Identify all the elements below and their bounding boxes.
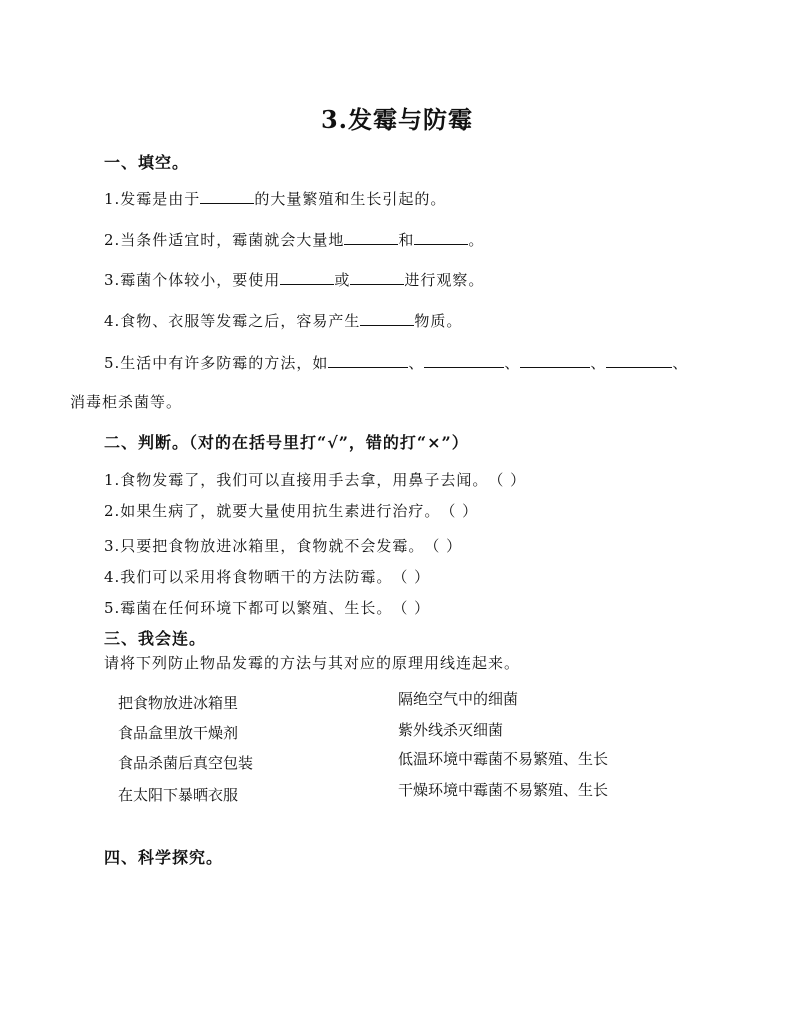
page-title: 3.发霉与防霉 xyxy=(320,105,474,134)
question-text: 和 xyxy=(398,231,415,249)
question-text: 3.只要把食物放进冰箱里，食物就不会发霉。 xyxy=(104,537,425,555)
match-right-item[interactable]: 干燥环境中霉菌不易繁殖、生长 xyxy=(398,781,609,799)
answer-blank[interactable] xyxy=(360,311,414,326)
answer-parentheses[interactable]: （ ） xyxy=(488,471,527,489)
question-text: 物质。 xyxy=(414,312,463,330)
section-3-heading: 三、我会连。 xyxy=(104,629,207,648)
judge-question-3 xyxy=(104,535,463,556)
answer-blank[interactable] xyxy=(350,270,404,285)
answer-parentheses[interactable]: （ ） xyxy=(424,537,463,555)
question-text: 5.生活中有许多防霉的方法，如 xyxy=(104,354,329,372)
match-right-item[interactable]: 隔绝空气中的细菌 xyxy=(398,690,519,708)
question-text: 3.霉菌个体较小，要使用 xyxy=(104,271,281,289)
match-right-item[interactable]: 低温环境中霉菌不易繁殖、生长 xyxy=(398,750,609,768)
question-text: 进行观察。 xyxy=(404,271,485,289)
section-2-heading: 二、判断。（对的在括号里打“√”，错的打“×”） xyxy=(104,433,469,452)
question-text: 或 xyxy=(334,271,351,289)
question-text: 4.我们可以采用将食物晒干的方法防霉。 xyxy=(104,568,393,586)
question-text: 2.当条件适宜时，霉菌就会大量地 xyxy=(104,231,345,249)
question-text: 5.霉菌在任何环境下都可以繁殖、生长。 xyxy=(104,599,393,617)
fill-question-2 xyxy=(104,229,484,250)
answer-blank[interactable] xyxy=(280,270,334,285)
question-text: 。 xyxy=(468,231,485,249)
match-left-item[interactable]: 把食物放进冰箱里 xyxy=(118,694,239,712)
separator: 、 xyxy=(590,354,607,372)
fill-question-4 xyxy=(104,310,462,331)
fill-question-1 xyxy=(104,188,446,209)
answer-blank[interactable] xyxy=(200,189,254,204)
judge-question-2 xyxy=(104,500,479,521)
answer-blank[interactable] xyxy=(606,353,672,368)
match-left-item[interactable]: 食品杀菌后真空包装 xyxy=(118,754,254,772)
section-1-heading: 一、填空。 xyxy=(104,153,190,172)
question-text: 2.如果生病了，就要大量使用抗生素进行治疗。 xyxy=(104,502,441,520)
answer-blank[interactable] xyxy=(344,230,398,245)
match-left-item[interactable]: 食品盒里放干燥剂 xyxy=(118,724,239,742)
answer-parentheses[interactable]: （ ） xyxy=(440,502,479,520)
question-text: 4.食物、衣服等发霉之后，容易产生 xyxy=(104,312,361,330)
question-text: 的大量繁殖和生长引起的。 xyxy=(254,190,447,208)
fill-question-3 xyxy=(104,269,484,290)
answer-parentheses[interactable]: （ ） xyxy=(392,568,431,586)
judge-question-4 xyxy=(104,566,431,587)
question-text: 1.食物发霉了，我们可以直接用手去拿，用鼻子去闻。 xyxy=(104,471,489,489)
match-right-item[interactable]: 紫外线杀灭细菌 xyxy=(398,721,504,739)
fill-question-5 xyxy=(104,352,688,373)
separator: 、 xyxy=(408,354,425,372)
answer-blank[interactable] xyxy=(328,353,408,368)
separator: 、 xyxy=(672,354,689,372)
judge-question-1 xyxy=(104,469,527,490)
matching-instruction: 请将下列防止物品发霉的方法与其对应的原理用线连起来。 xyxy=(104,654,521,672)
answer-blank[interactable] xyxy=(424,353,504,368)
separator: 、 xyxy=(504,354,521,372)
answer-parentheses[interactable]: （ ） xyxy=(392,599,431,617)
answer-blank[interactable] xyxy=(414,230,468,245)
match-left-item[interactable]: 在太阳下暴晒衣服 xyxy=(118,786,239,804)
question-text: 1.发霉是由于 xyxy=(104,190,201,208)
section-4-heading: 四、科学探究。 xyxy=(104,848,224,867)
fill-question-5-continued: 消毒柜杀菌等。 xyxy=(70,393,183,411)
judge-question-5 xyxy=(104,597,431,618)
answer-blank[interactable] xyxy=(520,353,590,368)
